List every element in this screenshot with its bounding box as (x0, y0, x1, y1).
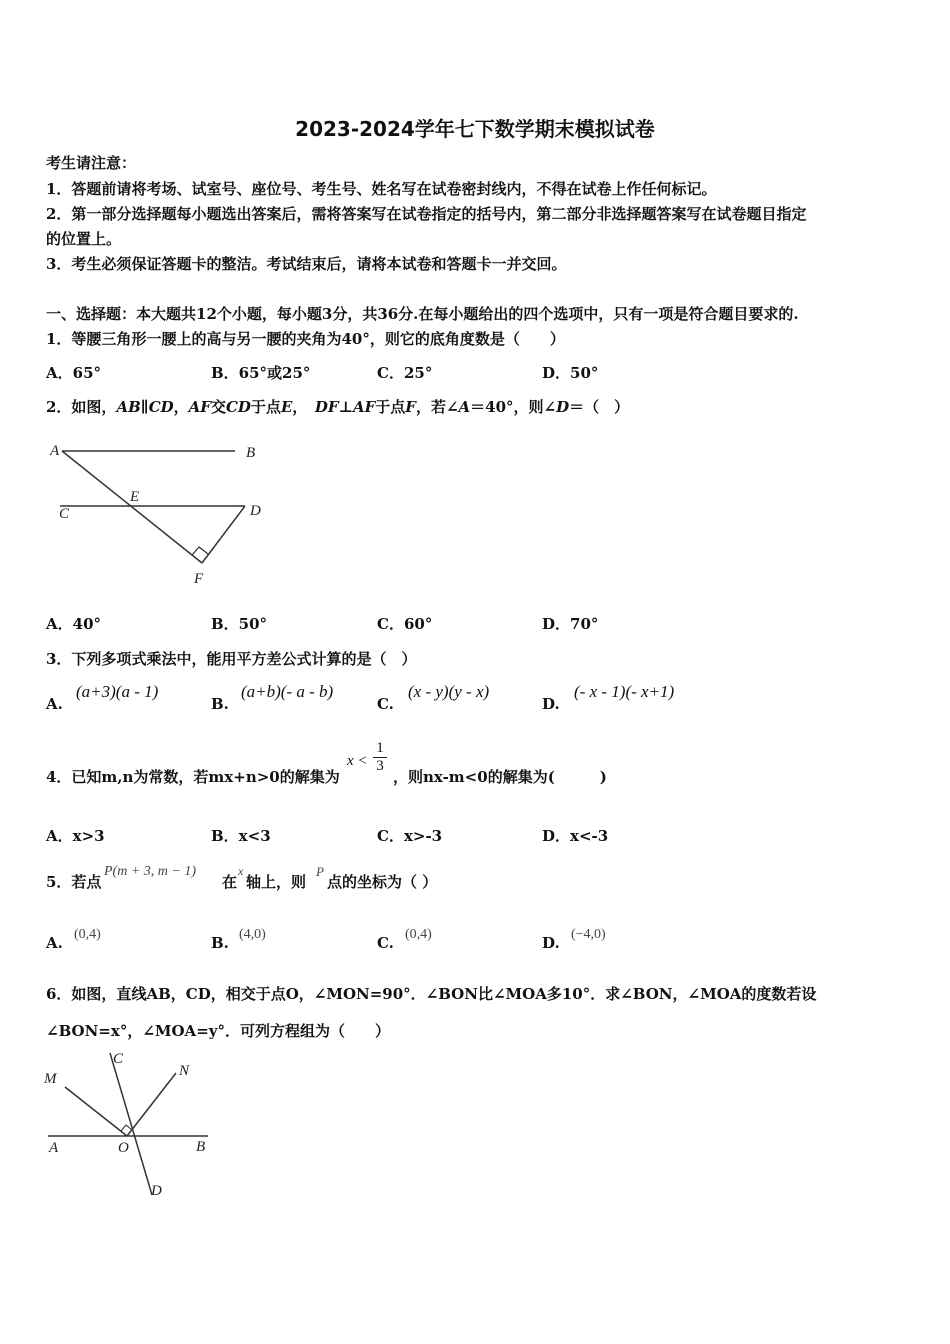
notice-item-1: 1．答题前请将考场、试室号、座位号、考生号、姓名写在试卷密封线内，不得在试卷上作任何标记。 (46, 180, 717, 198)
q2-label-c: C (59, 506, 70, 522)
q3-letter-c: C. (377, 695, 394, 713)
q6-label-c: C (113, 1051, 124, 1067)
q2-option-a: A．40° (46, 615, 102, 633)
q1-option-a: A．65° (46, 364, 102, 382)
q6-label-n: N (179, 1063, 190, 1079)
q4-stem-a: 4．已知m,n为常数，若mx+n>0的解集为 (46, 768, 340, 786)
section-heading: 一、选择题：本大题共12个小题，每小题3分，共36分.在每小题给出的四个选项中，只有一项是符合题目要求的. (46, 305, 799, 323)
q5-stem-4: 点的坐标为（ ） (327, 873, 438, 891)
q6-line-1: 6．如图，直线AB，CD，相交于点O，∠MON=90°．∠BON比∠MOA多10°．求∠BON，∠MOA的度数若设 (46, 985, 817, 1003)
notice-item-2-cont: 的位置上。 (46, 230, 122, 248)
notice-heading: 考生请注意： (46, 154, 137, 172)
q5-x: x (238, 864, 244, 878)
q5-val-b: (4,0) (239, 927, 266, 942)
q4-option-b: B．x<3 (211, 827, 271, 845)
q2-option-c: C．60° (377, 615, 433, 633)
q5-letter-d: D. (542, 934, 560, 952)
q6-label-a: A (49, 1140, 59, 1156)
q3-stem: 3．下列多项式乘法中，能用平方差公式计算的是（ ） (46, 650, 417, 668)
q1-option-b: B．65°或25° (211, 364, 311, 382)
q2-option-b: B．50° (211, 615, 268, 633)
q2-stem: 2．如图，AB∥CD，AF交CD于点E， DF⊥AF于点F，若∠A＝40°，则∠D＝（ ） (46, 398, 630, 416)
q4-option-d: D．x<-3 (542, 827, 609, 845)
q3-letter-b: B. (211, 695, 229, 713)
q1-option-d: D．50° (542, 364, 599, 382)
q5-val-a: (0,4) (74, 927, 101, 942)
q5-stem-3: 轴上，则 (246, 873, 307, 891)
q6-figure (40, 1045, 230, 1205)
q5-letter-a: A. (46, 934, 63, 952)
q3-letter-a: A. (46, 695, 63, 713)
page-title: 2023-2024学年七下数学期末模拟试卷 (295, 117, 655, 141)
q2-option-d: D．70° (542, 615, 599, 633)
notice-item-2: 2．第一部分选择题每小题选出答案后，需将答案写在试卷指定的括号内，第二部分非选择题答案写在试卷题目指定 (46, 205, 807, 223)
q5-p: P (316, 864, 324, 879)
q2-label-a: A (50, 443, 60, 459)
q2-figure (40, 435, 280, 590)
q5-point: P(m + 3, m − 1) (104, 864, 196, 879)
q2-label-d: D (250, 503, 261, 519)
q4-option-a: A．x>3 (46, 827, 105, 845)
q3-letter-d: D. (542, 695, 560, 713)
q3-expr-d: (- x - 1)(- x+1) (574, 682, 675, 701)
q6-label-d: D (151, 1183, 162, 1199)
q4-option-c: C．x>-3 (377, 827, 443, 845)
q4-x-lt: x < (347, 753, 368, 769)
q5-val-c: (0,4) (405, 927, 432, 942)
notice-item-3: 3．考生必须保证答题卡的整洁。考试结束后，请将本试卷和答题卡一并交回。 (46, 255, 567, 273)
q6-label-o: O (118, 1140, 129, 1156)
q5-stem-1: 5．若点 (46, 873, 102, 891)
q5-stem-2: 在 (222, 873, 238, 891)
q6-label-m: M (44, 1071, 57, 1087)
q4-fraction: 1 3 (373, 740, 387, 775)
q1-option-c: C．25° (377, 364, 433, 382)
q5-letter-c: C. (377, 934, 394, 952)
q2-label-b: B (246, 445, 256, 461)
q3-expr-b: (a+b)(- a - b) (241, 682, 334, 701)
q5-val-d: (−4,0) (571, 927, 606, 942)
q2-label-f: F (194, 571, 204, 587)
q4-stem-b: ，则nx-m<0的解集为( ) (393, 768, 607, 786)
q1-stem: 1．等腰三角形一腰上的高与另一腰的夹角为40°，则它的底角度数是（ ） (46, 330, 565, 348)
q3-expr-a: (a+3)(a - 1) (76, 682, 159, 701)
q6-label-b: B (196, 1139, 206, 1155)
q2-label-e: E (130, 489, 140, 505)
q3-expr-c: (x - y)(y - x) (408, 682, 490, 701)
q6-line-2: ∠BON=x°，∠MOA=y°．可列方程组为（ ） (46, 1022, 390, 1040)
q5-letter-b: B. (211, 934, 229, 952)
